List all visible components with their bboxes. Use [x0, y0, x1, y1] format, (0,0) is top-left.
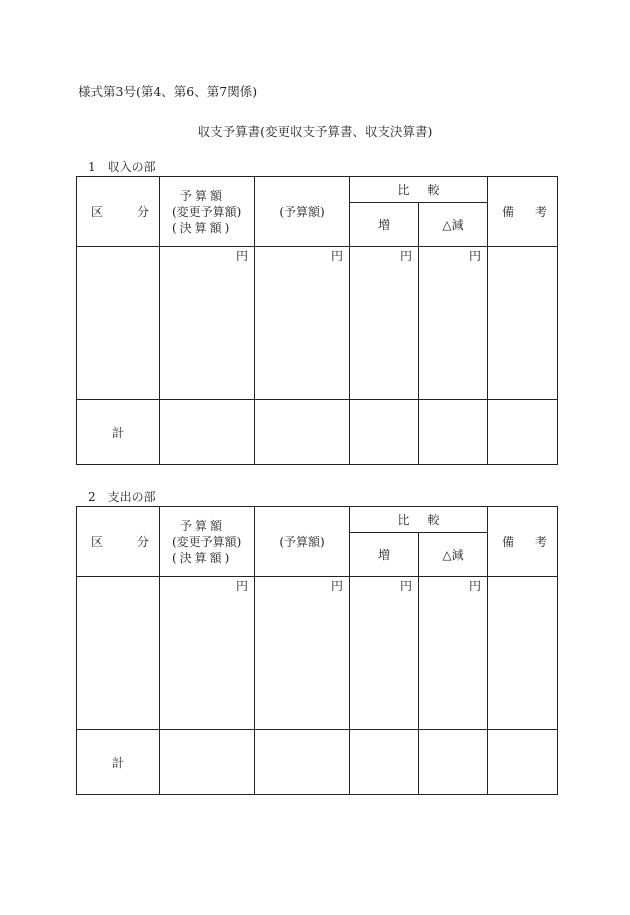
total-remarks[interactable] [488, 730, 558, 795]
header-comparison: 比較 [350, 507, 488, 533]
income-table [76, 176, 558, 465]
cell-original-budget[interactable]: 円 [255, 247, 350, 400]
total-label: 計 [77, 730, 160, 795]
total-budget[interactable] [160, 400, 255, 465]
header-budget: 予算額 (変更予算額) (決算額) [160, 507, 255, 577]
header-remarks: 備 考 [488, 507, 558, 577]
total-increase[interactable] [350, 730, 419, 795]
expenditure-table [76, 506, 558, 795]
header-decrease: △減 [419, 203, 488, 247]
cell-decrease[interactable]: 円 [419, 247, 488, 400]
header-category: 区 分 [77, 507, 160, 577]
header-increase: 増 [350, 533, 419, 577]
table-row [77, 577, 558, 730]
header-comparison: 比較 [350, 177, 488, 203]
total-original-budget[interactable] [255, 730, 350, 795]
cell-category[interactable] [77, 577, 160, 730]
cell-increase[interactable]: 円 [350, 247, 419, 400]
table-row [77, 247, 558, 400]
cell-budget[interactable]: 円 [160, 577, 255, 730]
header-remarks: 備 考 [488, 177, 558, 247]
cell-remarks[interactable] [488, 247, 558, 400]
total-decrease[interactable] [419, 400, 488, 465]
total-increase[interactable] [350, 400, 419, 465]
header-original-budget: (予算額) [255, 177, 350, 247]
total-decrease[interactable] [419, 730, 488, 795]
cell-original-budget[interactable]: 円 [255, 577, 350, 730]
total-row [77, 730, 558, 795]
document-title: 収支予算書(変更収支予算書、収支決算書) [197, 124, 433, 139]
cell-category[interactable] [77, 247, 160, 400]
total-label: 計 [77, 400, 160, 465]
section-title-expenditure: 2 支出の部 [88, 490, 156, 504]
cell-budget[interactable]: 円 [160, 247, 255, 400]
total-budget[interactable] [160, 730, 255, 795]
header-category: 区 分 [77, 177, 160, 247]
cell-remarks[interactable] [488, 577, 558, 730]
total-original-budget[interactable] [255, 400, 350, 465]
total-row [77, 400, 558, 465]
header-budget: 予算額 (変更予算額) (決算額) [160, 177, 255, 247]
header-original-budget: (予算額) [255, 507, 350, 577]
header-increase: 増 [350, 203, 419, 247]
cell-decrease[interactable]: 円 [419, 577, 488, 730]
total-remarks[interactable] [488, 400, 558, 465]
form-number: 様式第3号(第4、第6、第7関係) [78, 84, 258, 99]
section-title-income: 1 収入の部 [88, 160, 156, 174]
header-decrease: △減 [419, 533, 488, 577]
cell-increase[interactable]: 円 [350, 577, 419, 730]
